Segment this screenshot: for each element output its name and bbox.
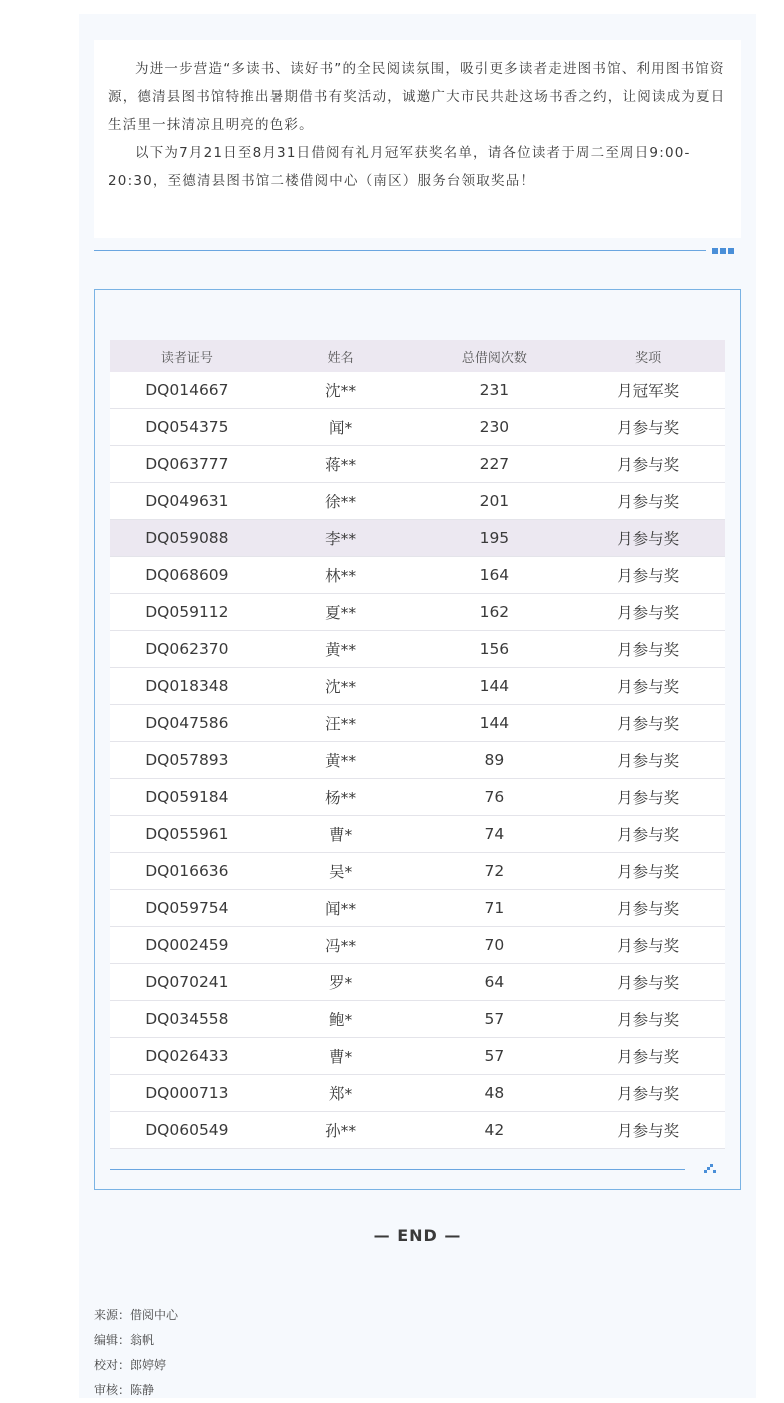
cell-card-number: DQ070241	[110, 964, 264, 1001]
corner-dots-icon	[704, 1164, 718, 1174]
cell-award: 月参与奖	[571, 668, 725, 705]
table-row	[110, 409, 725, 446]
table-row	[110, 594, 725, 631]
cell-name: 曹*	[264, 816, 418, 853]
table-row	[110, 964, 725, 1001]
cell-card-number: DQ059184	[110, 779, 264, 816]
table-header-row	[110, 340, 725, 372]
cell-borrow-count: 42	[418, 1112, 572, 1149]
cell-borrow-count: 231	[418, 372, 572, 409]
cell-card-number: DQ062370	[110, 631, 264, 668]
header-name: 姓名	[264, 340, 418, 372]
cell-award: 月冠军奖	[571, 372, 725, 409]
table-row	[110, 668, 725, 705]
cell-card-number: DQ049631	[110, 483, 264, 520]
intro-text-block	[94, 40, 741, 238]
cell-award: 月参与奖	[571, 1038, 725, 1075]
table-row	[110, 520, 725, 557]
table-row	[110, 853, 725, 890]
cell-name: 黄**	[264, 631, 418, 668]
cell-award: 月参与奖	[571, 853, 725, 890]
cell-name: 鲍*	[264, 1001, 418, 1038]
table-row	[110, 927, 725, 964]
cell-award: 月参与奖	[571, 1001, 725, 1038]
cell-award: 月参与奖	[571, 890, 725, 927]
cell-card-number: DQ034558	[110, 1001, 264, 1038]
cell-award: 月参与奖	[571, 1112, 725, 1149]
cell-award: 月参与奖	[571, 1075, 725, 1112]
cell-award: 月参与奖	[571, 742, 725, 779]
divider-dots-icon	[712, 248, 736, 267]
table-row	[110, 1075, 725, 1112]
winners-table-body	[110, 372, 725, 1149]
cell-name: 闻**	[264, 890, 418, 927]
intro-paragraph: 为进一步营造“多读书、读好书”的全民阅读氛围，吸引更多读者走进图书馆、利用图书馆资源，德清县图书馆特推出暑期借书有奖活动，诚邀广大市民共赴这场书香之约，让阅读成为夏日生活里一抹清凉且明亮的色彩。	[108, 61, 726, 133]
cell-name: 沈**	[264, 668, 418, 705]
intro-paragraph: 以下为7月21日至8月31日借阅有礼月冠军获奖名单，请各位读者于周二至周日9:00-20:30，至德清县图书馆二楼借阅中心（南区）服务台领取奖品！	[108, 145, 691, 189]
cell-name: 汪**	[264, 705, 418, 742]
cell-name: 杨**	[264, 779, 418, 816]
cell-borrow-count: 144	[418, 705, 572, 742]
cell-borrow-count: 57	[418, 1001, 572, 1038]
cell-borrow-count: 70	[418, 927, 572, 964]
cell-award: 月参与奖	[571, 594, 725, 631]
cell-borrow-count: 164	[418, 557, 572, 594]
cell-borrow-count: 144	[418, 668, 572, 705]
table-row	[110, 483, 725, 520]
cell-name: 李**	[264, 520, 418, 557]
cell-borrow-count: 162	[418, 594, 572, 631]
header-borrow-count: 总借阅次数	[418, 340, 572, 372]
table-row	[110, 816, 725, 853]
cell-name: 曹*	[264, 1038, 418, 1075]
cell-card-number: DQ054375	[110, 409, 264, 446]
cell-borrow-count: 89	[418, 742, 572, 779]
table-row	[110, 1038, 725, 1075]
cell-award: 月参与奖	[571, 779, 725, 816]
cell-card-number: DQ026433	[110, 1038, 264, 1075]
table-row	[110, 372, 725, 409]
cell-name: 吴*	[264, 853, 418, 890]
table-divider	[110, 1169, 685, 1170]
cell-award: 月参与奖	[571, 964, 725, 1001]
cell-name: 孙**	[264, 1112, 418, 1149]
table-row	[110, 631, 725, 668]
cell-card-number: DQ002459	[110, 927, 264, 964]
section-divider	[94, 250, 706, 251]
cell-name: 黄**	[264, 742, 418, 779]
winners-table-card	[94, 289, 741, 1190]
cell-borrow-count: 195	[418, 520, 572, 557]
table-row	[110, 1112, 725, 1149]
cell-borrow-count: 71	[418, 890, 572, 927]
cell-award: 月参与奖	[571, 927, 725, 964]
cell-card-number: DQ000713	[110, 1075, 264, 1112]
cell-award: 月参与奖	[571, 409, 725, 446]
cell-borrow-count: 64	[418, 964, 572, 1001]
cell-borrow-count: 57	[418, 1038, 572, 1075]
cell-name: 林**	[264, 557, 418, 594]
table-row	[110, 890, 725, 927]
cell-card-number: DQ059112	[110, 594, 264, 631]
cell-award: 月参与奖	[571, 557, 725, 594]
cell-borrow-count: 72	[418, 853, 572, 890]
cell-card-number: DQ018348	[110, 668, 264, 705]
cell-name: 徐**	[264, 483, 418, 520]
cell-name: 郑*	[264, 1075, 418, 1112]
cell-name: 冯**	[264, 927, 418, 964]
cell-award: 月参与奖	[571, 631, 725, 668]
cell-name: 蒋**	[264, 446, 418, 483]
table-row	[110, 779, 725, 816]
cell-award: 月参与奖	[571, 520, 725, 557]
cell-borrow-count: 201	[418, 483, 572, 520]
cell-card-number: DQ057893	[110, 742, 264, 779]
credit-editor: 编辑：翁帆	[94, 1333, 155, 1347]
cell-award: 月参与奖	[571, 816, 725, 853]
cell-card-number: DQ014667	[110, 372, 264, 409]
cell-award: 月参与奖	[571, 483, 725, 520]
credits-block	[94, 1303, 178, 1403]
cell-card-number: DQ059088	[110, 520, 264, 557]
end-mark: — END —	[373, 1226, 462, 1245]
table-row	[110, 742, 725, 779]
cell-award: 月参与奖	[571, 705, 725, 742]
cell-card-number: DQ055961	[110, 816, 264, 853]
cell-borrow-count: 76	[418, 779, 572, 816]
cell-borrow-count: 48	[418, 1075, 572, 1112]
table-row	[110, 1001, 725, 1038]
cell-card-number: DQ047586	[110, 705, 264, 742]
credit-proofreader: 校对：郎婷婷	[94, 1358, 167, 1372]
cell-name: 夏**	[264, 594, 418, 631]
cell-card-number: DQ060549	[110, 1112, 264, 1149]
cell-card-number: DQ016636	[110, 853, 264, 890]
cell-borrow-count: 230	[418, 409, 572, 446]
cell-borrow-count: 156	[418, 631, 572, 668]
cell-card-number: DQ063777	[110, 446, 264, 483]
cell-borrow-count: 74	[418, 816, 572, 853]
cell-name: 罗*	[264, 964, 418, 1001]
cell-card-number: DQ059754	[110, 890, 264, 927]
credit-reviewer: 审核：陈静	[94, 1383, 155, 1397]
cell-borrow-count: 227	[418, 446, 572, 483]
winners-table	[110, 340, 725, 1149]
table-row	[110, 705, 725, 742]
cell-name: 闻*	[264, 409, 418, 446]
header-award: 奖项	[571, 340, 725, 372]
credit-source: 来源：借阅中心	[94, 1308, 179, 1322]
cell-card-number: DQ068609	[110, 557, 264, 594]
cell-name: 沈**	[264, 372, 418, 409]
header-card-number: 读者证号	[110, 340, 264, 372]
cell-award: 月参与奖	[571, 446, 725, 483]
table-row	[110, 446, 725, 483]
table-row	[110, 557, 725, 594]
